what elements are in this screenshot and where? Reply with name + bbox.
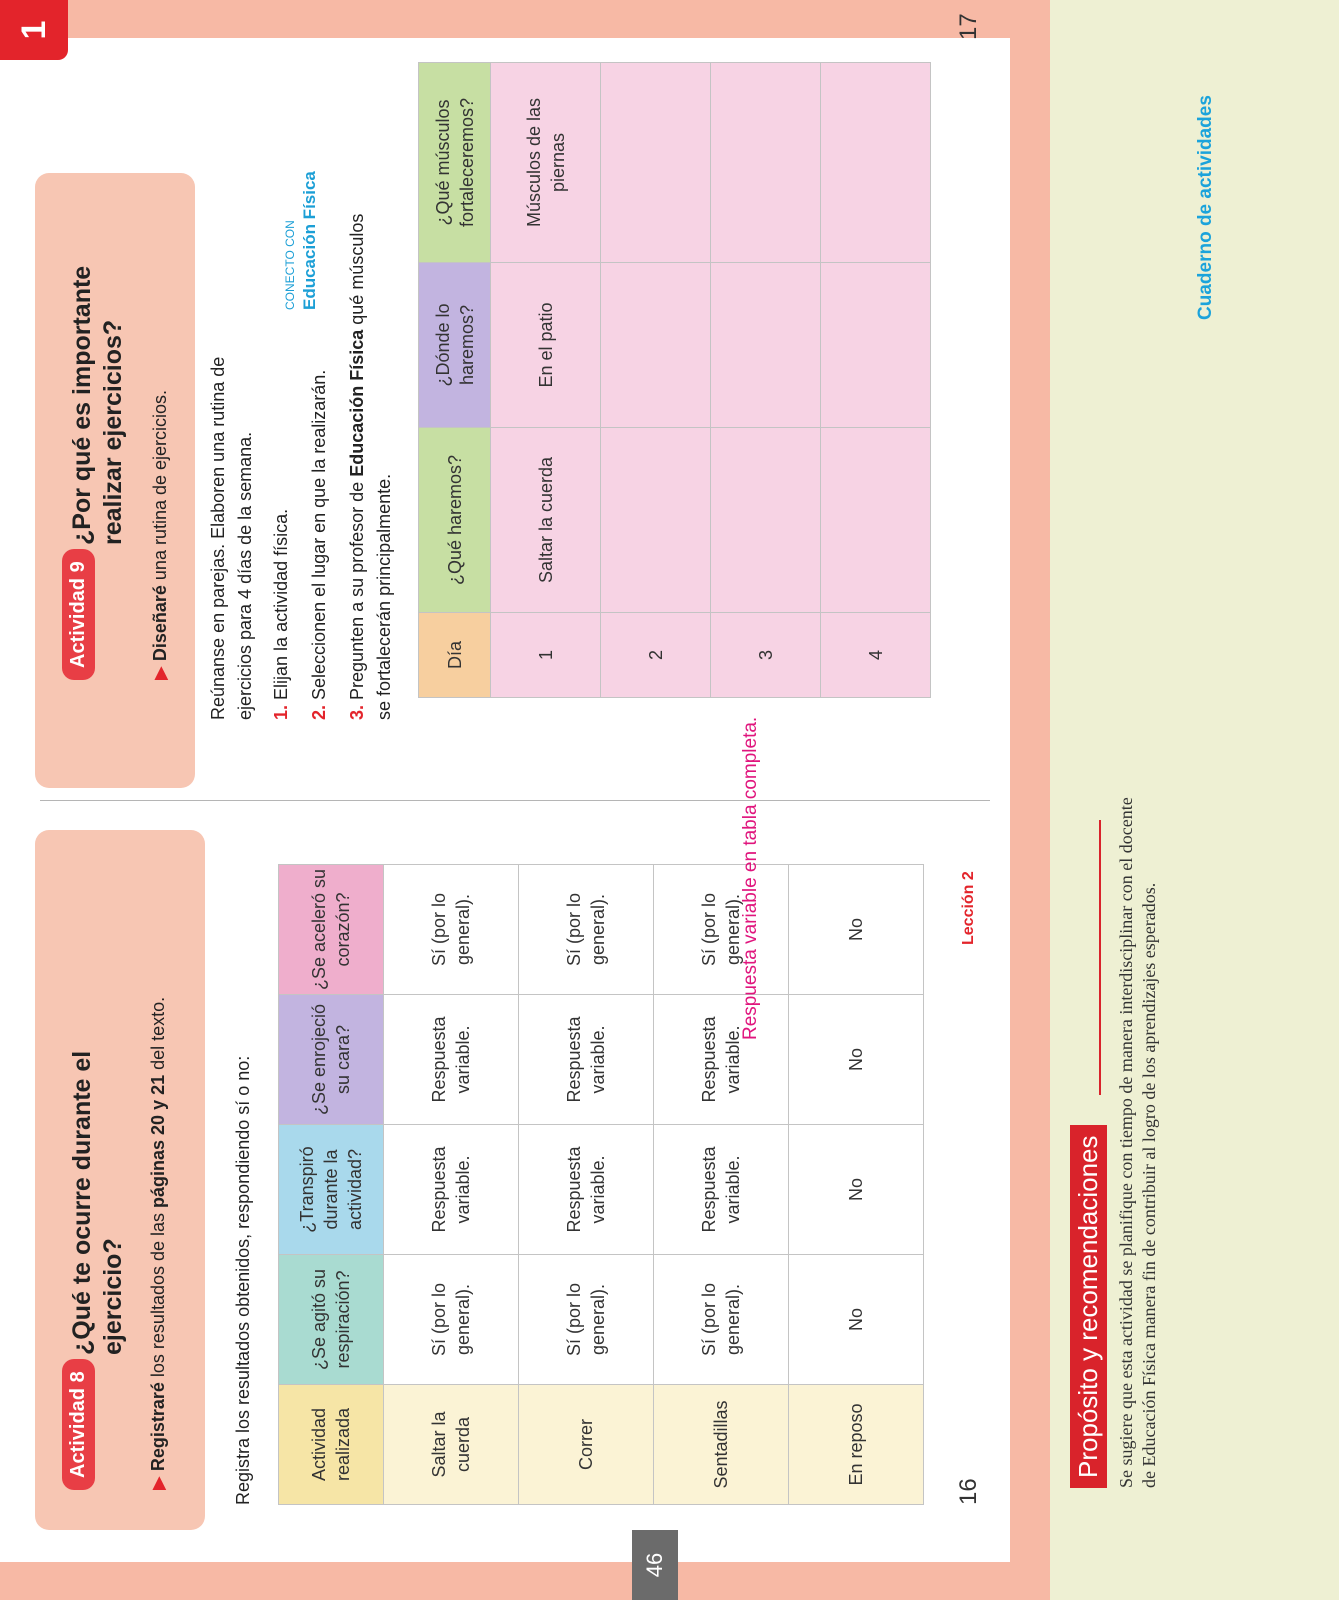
- day-cell: 4: [821, 613, 931, 698]
- activity-9-intro: Reúnanse en parejas. Elaboren una rutina de ejercicios para 4 días de la semana.: [208, 356, 255, 720]
- answer-cell: Respuesta variable.: [519, 1125, 654, 1255]
- answer-cell: No: [789, 995, 924, 1125]
- activity-cell: Saltar la cuerda: [384, 1385, 519, 1505]
- answer-cell: Respuesta variable.: [654, 995, 789, 1125]
- activity-9-table: [418, 62, 931, 698]
- page-number-16: 16: [955, 1478, 982, 1505]
- step-1: 1. Elijan la actividad física.: [271, 508, 291, 720]
- column-header: ¿Dónde lo haremos?: [419, 263, 491, 428]
- answer-cell: Sí (por lo general).: [654, 1255, 789, 1385]
- activity-cell: Sentadillas: [654, 1385, 789, 1505]
- answer-cell: Sí (por lo general).: [384, 1255, 519, 1385]
- answer-cell: No: [789, 1125, 924, 1255]
- column-header: ¿Se enrojeció su cara?: [279, 995, 384, 1125]
- bullet-triangle-icon: ▶: [150, 666, 170, 680]
- table-header-row: [279, 865, 384, 1505]
- where-cell: [821, 263, 931, 428]
- answer-cell: Respuesta variable.: [654, 1125, 789, 1255]
- guide-page-number: 46: [632, 1530, 678, 1600]
- activity-8-instruction: ▶ Registraré los resultados de las páginas 20 y 21 del texto.: [148, 996, 168, 1490]
- answer-cell: Sí (por lo general).: [519, 865, 654, 995]
- activity-cell: Correr: [519, 1385, 654, 1505]
- activity-8-title: ¿Qué te ocurre durante el ejercicio?: [68, 1050, 127, 1355]
- answer-cell: Sí (por lo general).: [519, 1255, 654, 1385]
- activity-8-prompt: Registra los resultados obtenidos, respondiendo sí o no:: [233, 1055, 253, 1505]
- connect-badge: CONECTO CON Educación Física: [283, 171, 319, 310]
- where-cell: En el patio: [491, 263, 601, 428]
- table-row: [601, 63, 711, 698]
- activity-8-table: [278, 864, 924, 1505]
- table-header-row: [419, 63, 491, 698]
- table-row: [711, 63, 821, 698]
- table-row: [519, 865, 654, 1505]
- answer-cell: Sí (por lo general).: [384, 865, 519, 995]
- what-cell: Saltar la cuerda: [491, 428, 601, 613]
- muscles-cell: Músculos de las piernas: [491, 63, 601, 263]
- page-spine: [40, 800, 990, 801]
- activity-cell: En reposo: [789, 1385, 924, 1505]
- table-row: [654, 865, 789, 1505]
- heading-underline: [1099, 820, 1101, 1095]
- answer-cell: Sí (por lo general).: [654, 865, 789, 995]
- what-cell: [711, 428, 821, 613]
- column-header: Día: [419, 613, 491, 698]
- step-3: 3. Pregunten a su profesor de Educación Física qué músculos se fortalecerán principalmente.: [347, 213, 394, 720]
- activity-8-badge: Actividad 8: [62, 1359, 95, 1490]
- bullet-triangle-icon: ▶: [148, 1476, 168, 1490]
- where-cell: [711, 263, 821, 428]
- column-header: ¿Qué haremos?: [419, 428, 491, 613]
- what-cell: [821, 428, 931, 613]
- answer-cell: Respuesta variable.: [384, 995, 519, 1125]
- purpose-heading: Propósito y recomendaciones: [1070, 1125, 1107, 1488]
- activity-9-badge: Actividad 9: [62, 549, 95, 680]
- activity-9-instruction: ▶ Diseñaré una rutina de ejercicios.: [150, 389, 170, 680]
- answer-cell: No: [789, 865, 924, 995]
- muscles-cell: [601, 63, 711, 263]
- answer-cell: Respuesta variable.: [519, 995, 654, 1125]
- table-row: [384, 865, 519, 1505]
- day-cell: 3: [711, 613, 821, 698]
- answer-note: Respuesta variable en tabla completa.: [740, 716, 761, 1040]
- activity-9-title: ¿Por qué es importante realizar ejercicios?: [68, 265, 127, 545]
- answer-cell: No: [789, 1255, 924, 1385]
- table-row: [821, 63, 931, 698]
- column-header: ¿Qué músculos fortaleceremos?: [419, 63, 491, 263]
- day-cell: 2: [601, 613, 711, 698]
- column-header: ¿Se agitó su respiración?: [279, 1255, 384, 1385]
- column-header: ¿Transpiró durante la actividad?: [279, 1125, 384, 1255]
- chapter-tab: 1: [0, 0, 68, 60]
- step-2: 2. Seleccionen el lugar en que la realizarán.: [309, 369, 329, 720]
- muscles-cell: [821, 63, 931, 263]
- notebook-label: Cuaderno de actividades: [1195, 95, 1216, 320]
- table-row: [789, 865, 924, 1505]
- muscles-cell: [711, 63, 821, 263]
- page-number-17: 17: [955, 13, 982, 40]
- where-cell: [601, 263, 711, 428]
- answer-cell: Respuesta variable.: [384, 1125, 519, 1255]
- column-header: ¿Se aceleró su corazón?: [279, 865, 384, 995]
- column-header: Actividad realizada: [279, 1385, 384, 1505]
- lesson-label: Lección 2: [960, 871, 977, 945]
- table-row: [491, 63, 601, 698]
- purpose-text: Se sugiere que esta actividad se planifique con tiempo de manera interdisciplinar con el docente de Educación Física manera fin de contribuir al logro de los aprendizajes esperados.: [1116, 797, 1159, 1488]
- what-cell: [601, 428, 711, 613]
- day-cell: 1: [491, 613, 601, 698]
